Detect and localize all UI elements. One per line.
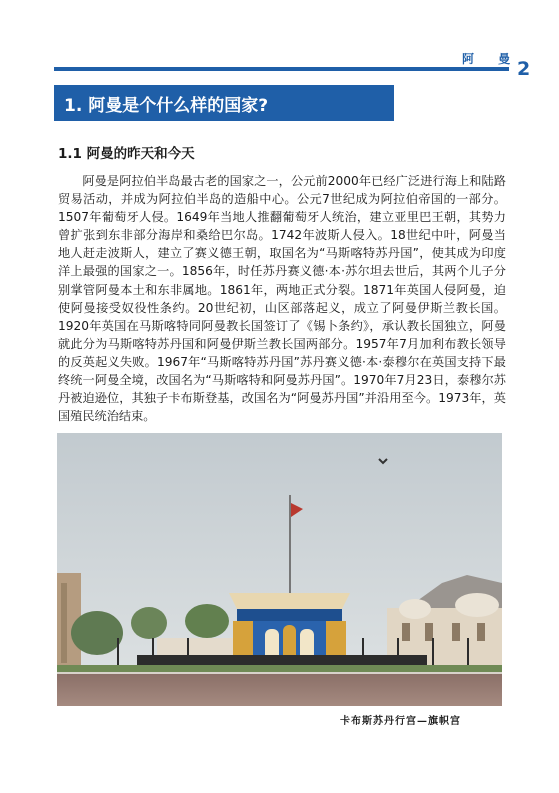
chapter-title: 1. 阿曼是个什么样的国家? (64, 95, 269, 116)
palace-photo (57, 433, 502, 706)
header-rule (54, 67, 509, 71)
page-number: 2 (517, 58, 531, 80)
section-heading: 1.1 阿曼的昨天和今天 (58, 146, 195, 162)
chapter-title-bar (54, 85, 394, 121)
running-header-label: 阿 曼 (462, 52, 521, 66)
body-paragraph: 阿曼是阿拉伯半岛最古老的国家之一，公元前2000年已经广泛进行海上和陆路贸易活动，并成为阿拉伯半岛的造船中心。公元7世纪成为阿拉伯帝国的一部分。1507年葡萄牙人侵。1649年当地人推翻葡萄牙人统治，建立亚里巴王朝，其势力曾扩张到东非部分海岸和桑给巴尔岛。1742年波斯人侵入。18世纪中叶，阿曼当地人赶走波斯人，建立了赛义德王朝，取国名为“马斯喀特苏丹国”，使其成为印度洋上最强的国家之一。1856年，时任苏丹赛义德·本·苏尔坦去世后，其两个儿子分别掌管阿曼本土和东非属地。1861年，两地正式分裂。1871年英国人侵阿曼，迫使阿曼接受奴役性条约。20世纪初，山区部落起义，成立了阿曼伊斯兰教长国。1920年英国在马斯喀特同阿曼教长国签订了《锡卜条约》，承认教长国独立，阿曼就此分为马斯喀特苏丹国和阿曼伊斯兰教长国两部分。1957年7月加利布教长领导的反英起义失败。1967年“马斯喀特苏丹国”苏丹赛义德·本·泰穆尔在英国支持下最终统一阿曼全境，改国名为“马斯喀特和阿曼苏丹国”。1970年7月23日，泰穆尔苏丹被迫逊位，其独子卡布斯登基，改国名为“阿曼苏丹国”并沿用至今。1973年，英国殖民统治结束。 (58, 174, 506, 424)
figure-caption: 卡布斯苏丹行宫—旗帜宫 (340, 716, 461, 727)
